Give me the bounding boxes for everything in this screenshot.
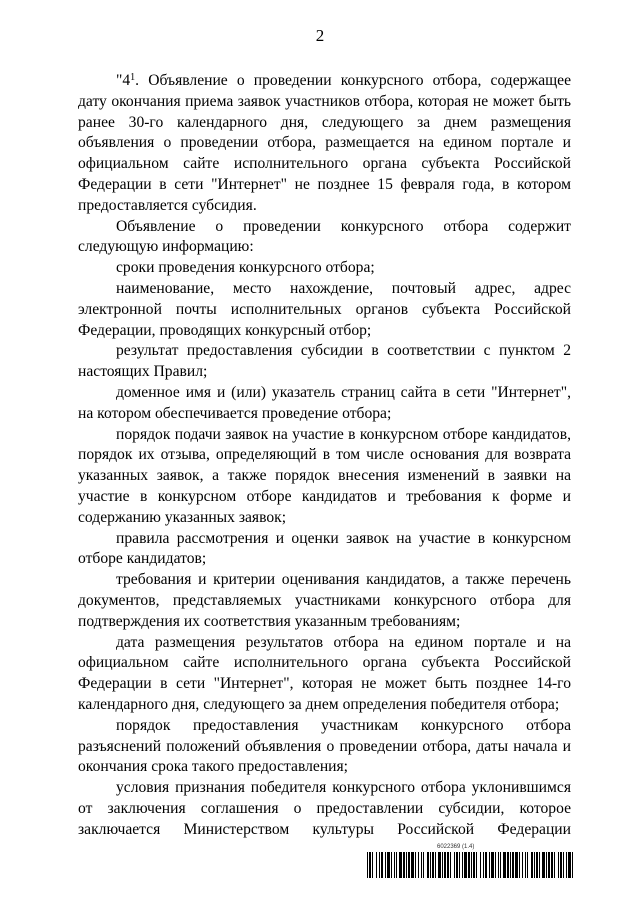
barcode [367,852,573,878]
paragraph-clarifications: порядок предоставления участникам конкурсного отбора разъяснений положений объявления о проведении отбора, даты начала и окончания срока такого предоставления; [78,716,571,776]
paragraph-domain-name: доменное имя и (или) указатель страниц сайта в сети "Интернет", на котором обеспечивается проведение отбора; [78,383,571,422]
paragraph-evasion-conditions: условия признания победителя конкурсного отбора уклонившимся от заключения соглашения о предоставлении субсидии, которое заключается Министерством культуры Российской Федерации [78,779,571,838]
paragraph-1-text: . Объявление о проведении конкурсного отбора, содержащее дату окончания приема заявок участников отбора, которая не может быть ранее 30-го календарного дня, следующего за днем размещения объявления о проведении отбора, размещается на едином портале и официальном сайте исполнительного органа субъекта Российской Федерации в сети "Интернет" не позднее 15 февраля года, в котором предоставляется субсидия. [78,72,571,214]
document-body [78,71,571,840]
paragraph-results-date: дата размещения результатов отбора на едином портале и на официальном сайте исполнительного органа субъекта Российской Федерации в сети "Интернет", которая не может быть позднее 14-го календарного дня, следующего за днем определения победителя отбора; [78,633,571,713]
paragraph-1 [78,71,571,217]
paragraph-requirements: требования и критерии оценивания кандидатов, а также перечень документов, представляемых участниками конкурсного отбора для подтверждения их соответствия указанным требованиям; [78,571,571,630]
paragraph-review-rules: правила рассмотрения и оценки заявок на участие в конкурсном отборе кандидатов; [78,529,571,568]
paragraph-1-quote: "4 [116,72,131,89]
page-number: 2 [315,26,325,45]
paragraph-1-superscript: 1 [130,72,136,83]
paragraph-result: результат предоставления субсидии в соответствии с пунктом 2 настоящих Правил; [78,342,571,381]
document-code: 6022369 (1.4) [437,844,475,850]
paragraph-name-location: наименование, место нахождение, почтовый адрес, адрес электронной почты исполнительных органов субъекта Российской Федерации, проводящих конкурсный отбор; [78,279,571,339]
paragraph-timing: сроки проведения конкурсного отбора; [116,259,375,277]
paragraph-announcement-content: Объявление о проведении конкурсного отбора содержит следующую информацию: [78,217,571,256]
paragraph-application-procedure: порядок подачи заявок на участие в конкурсном отборе кандидатов, порядок их отзыва, определяющий в том числе основания для возврата указанных заявок, а также порядок внесения изменений в заявки на участие в конкурсном отборе кандидатов и требования к форме и содержанию указанных заявок; [78,425,571,526]
